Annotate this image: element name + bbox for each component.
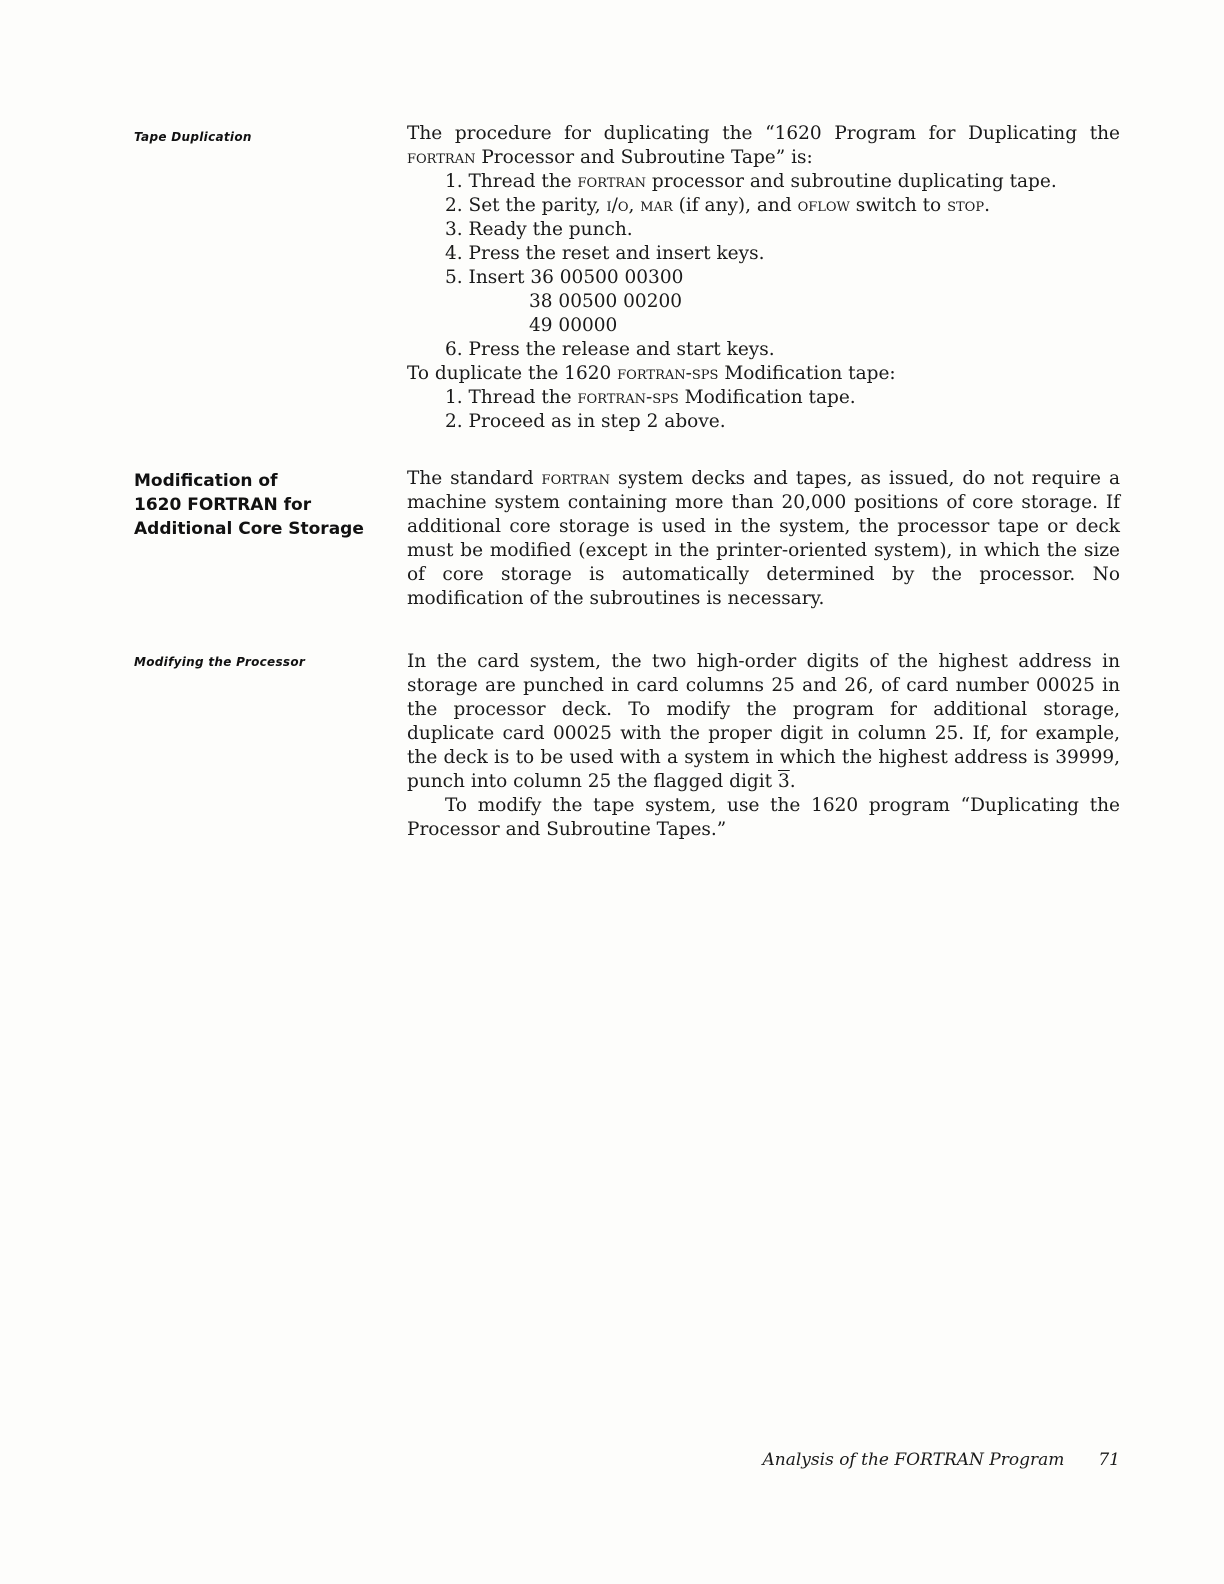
side-heading-modification: Modification of 1620 FORTRAN for Additional Core Storage: [134, 471, 364, 539]
side-heading-tape-duplication: Tape Duplication: [134, 130, 252, 144]
modifying-section: [407, 650, 1120, 842]
step-1: 1. Thread the fortran processor and subroutine duplicating tape.: [445, 171, 1057, 192]
step-4: 4. Press the reset and insert keys.: [445, 243, 765, 264]
tape-duplication-section: [407, 122, 1120, 434]
step-3: 3. Ready the punch.: [445, 219, 633, 240]
page-number: 71: [1098, 1450, 1120, 1470]
step-2: 2. Set the parity, i/o, mar (if any), and oflow switch to stop.: [445, 195, 990, 216]
modifying-paragraph-2: To modify the tape system, use the 1620 program “Duplicating the Processor and Subroutine Tapes.”: [407, 795, 1120, 840]
footer-title: Analysis of the FORTRAN Program: [762, 1450, 1065, 1470]
flagged-digit: 3: [777, 771, 790, 792]
step-5-line-3: 49 00000: [529, 315, 618, 336]
modification-section: [407, 467, 1120, 611]
tape-dup-steps: [407, 170, 1120, 362]
step-5-line-2: 38 00500 00200: [529, 291, 683, 312]
mod-tape-intro: To duplicate the 1620 fortran-sps Modification tape:: [407, 363, 896, 384]
tape-dup-intro: The procedure for duplicating the “1620 Program for Duplicating the fortran Processor and Subroutine Tape” is:: [407, 123, 1120, 168]
modification-paragraph: The standard fortran system decks and tapes, as issued, do not require a machine system containing more than 20,000 positions of core storage. If additional core storage is used in the system, the processor tape or deck must be modified (except in the printer-oriented system), in which the size of core storage is automatically determined by the processor. No modification of the subroutines is necessary.: [407, 468, 1120, 609]
page-footer: [763, 1450, 1121, 1470]
mod-step-2: 2. Proceed as in step 2 above.: [445, 411, 726, 432]
mod-step-1: 1. Thread the fortran-sps Modification tape.: [445, 387, 856, 408]
step-6: 6. Press the release and start keys.: [445, 339, 775, 360]
modifying-paragraph-1: In the card system, the two high-order digits of the highest address in storage are punched in card columns 25 and 26, of card number 00025 in the processor deck. To modify the program for additional storage, duplicate card 00025 with the proper digit in column 25. If, for example, the deck is to be used with a system in which the highest address is 39999, punch into column 25 the flagged digit 3.: [407, 651, 1120, 792]
side-heading-modifying-processor: Modifying the Processor: [134, 655, 306, 669]
mod-tape-steps: [407, 386, 1120, 434]
step-5: 5. Insert 36 00500 00300: [445, 267, 684, 288]
